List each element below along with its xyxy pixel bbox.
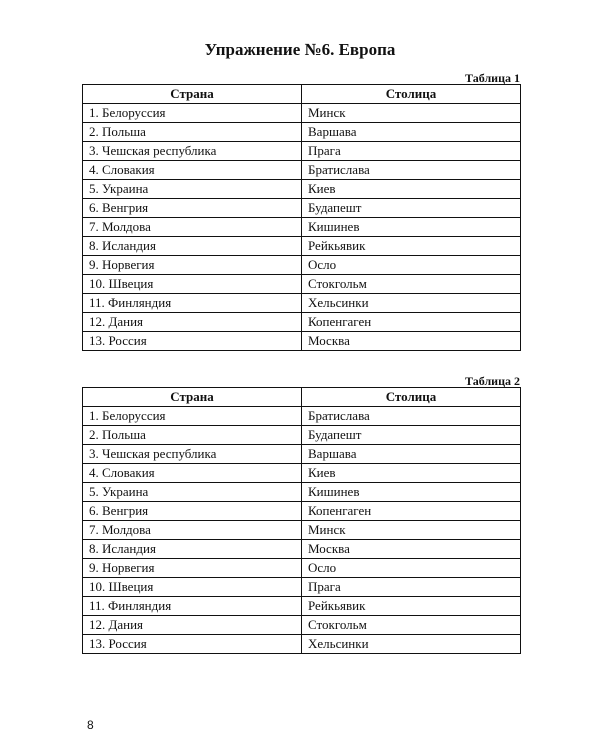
- capital-cell: Осло: [302, 559, 521, 578]
- country-cell: 2. Польша: [83, 426, 302, 445]
- table-row: [83, 502, 521, 521]
- table-row: [83, 104, 521, 123]
- table-row: [83, 616, 521, 635]
- table-row: [83, 635, 521, 654]
- capital-cell: Варшава: [302, 123, 521, 142]
- country-cell: 9. Норвегия: [83, 256, 302, 275]
- capital-cell: Стокгольм: [302, 616, 521, 635]
- capital-cell: Кишинев: [302, 483, 521, 502]
- page-title: Упражнение №6. Европа: [204, 40, 396, 59]
- country-cell: 6. Венгрия: [83, 199, 302, 218]
- capital-cell: Копенгаген: [302, 313, 521, 332]
- country-cell: 10. Швеция: [83, 578, 302, 597]
- country-cell: 1. Белоруссия: [83, 104, 302, 123]
- country-cell: 13. Россия: [83, 635, 302, 654]
- capital-cell: Будапешт: [302, 426, 521, 445]
- capital-cell: Минск: [302, 104, 521, 123]
- country-cell: 12. Дания: [83, 313, 302, 332]
- country-cell: 5. Украина: [83, 483, 302, 502]
- table-row: [83, 426, 521, 445]
- capital-cell: Братислава: [302, 161, 521, 180]
- country-cell: 11. Финляндия: [83, 294, 302, 313]
- table-row: [83, 123, 521, 142]
- country-cell: 7. Молдова: [83, 521, 302, 540]
- table-1: [82, 84, 521, 351]
- column-header-country: Страна: [83, 388, 302, 407]
- table-row: [83, 180, 521, 199]
- table-row: [83, 483, 521, 502]
- table-header-row: [83, 388, 521, 407]
- table-row: [83, 294, 521, 313]
- country-cell: 13. Россия: [83, 332, 302, 351]
- table-row: [83, 521, 521, 540]
- capital-cell: Москва: [302, 332, 521, 351]
- capital-cell: Братислава: [302, 407, 521, 426]
- capital-cell: Прага: [302, 142, 521, 161]
- capital-cell: Прага: [302, 578, 521, 597]
- table-row: [83, 540, 521, 559]
- table-row: [83, 142, 521, 161]
- capital-cell: Рейкьявик: [302, 237, 521, 256]
- country-cell: 3. Чешская республика: [83, 445, 302, 464]
- capital-cell: Стокгольм: [302, 275, 521, 294]
- table-row: [83, 559, 521, 578]
- capital-cell: Осло: [302, 256, 521, 275]
- table-row: [83, 275, 521, 294]
- table-row: [83, 256, 521, 275]
- capital-cell: Копенгаген: [302, 502, 521, 521]
- table-row: [83, 407, 521, 426]
- capital-cell: Киев: [302, 180, 521, 199]
- column-header-capital: Столица: [302, 85, 521, 104]
- country-cell: 7. Молдова: [83, 218, 302, 237]
- page-number: 8: [87, 718, 94, 732]
- country-cell: 1. Белоруссия: [83, 407, 302, 426]
- column-header-capital: Столица: [302, 388, 521, 407]
- country-cell: 11. Финляндия: [83, 597, 302, 616]
- capital-cell: Будапешт: [302, 199, 521, 218]
- country-cell: 12. Дания: [83, 616, 302, 635]
- capital-cell: Москва: [302, 540, 521, 559]
- country-cell: 9. Норвегия: [83, 559, 302, 578]
- table-row: [83, 199, 521, 218]
- capital-cell: Хельсинки: [302, 635, 521, 654]
- table-row: [83, 464, 521, 483]
- table-row: [83, 237, 521, 256]
- country-cell: 5. Украина: [83, 180, 302, 199]
- table-row: [83, 313, 521, 332]
- capital-cell: Варшава: [302, 445, 521, 464]
- capital-cell: Киев: [302, 464, 521, 483]
- country-cell: 8. Исландия: [83, 237, 302, 256]
- capital-cell: Хельсинки: [302, 294, 521, 313]
- country-cell: 6. Венгрия: [83, 502, 302, 521]
- country-cell: 10. Швеция: [83, 275, 302, 294]
- table-row: [83, 597, 521, 616]
- capital-cell: Кишинев: [302, 218, 521, 237]
- country-cell: 3. Чешская республика: [83, 142, 302, 161]
- country-cell: 4. Словакия: [83, 161, 302, 180]
- table-2: [82, 387, 521, 654]
- capital-cell: Рейкьявик: [302, 597, 521, 616]
- table-row: [83, 218, 521, 237]
- table-row: [83, 578, 521, 597]
- table-2-caption: Таблица 2: [465, 374, 520, 388]
- table-row: [83, 161, 521, 180]
- country-cell: 4. Словакия: [83, 464, 302, 483]
- table-row: [83, 332, 521, 351]
- table-row: [83, 445, 521, 464]
- table-1-caption: Таблица 1: [465, 71, 520, 85]
- country-cell: 8. Исландия: [83, 540, 302, 559]
- capital-cell: Минск: [302, 521, 521, 540]
- column-header-country: Страна: [83, 85, 302, 104]
- country-cell: 2. Польша: [83, 123, 302, 142]
- table-header-row: [83, 85, 521, 104]
